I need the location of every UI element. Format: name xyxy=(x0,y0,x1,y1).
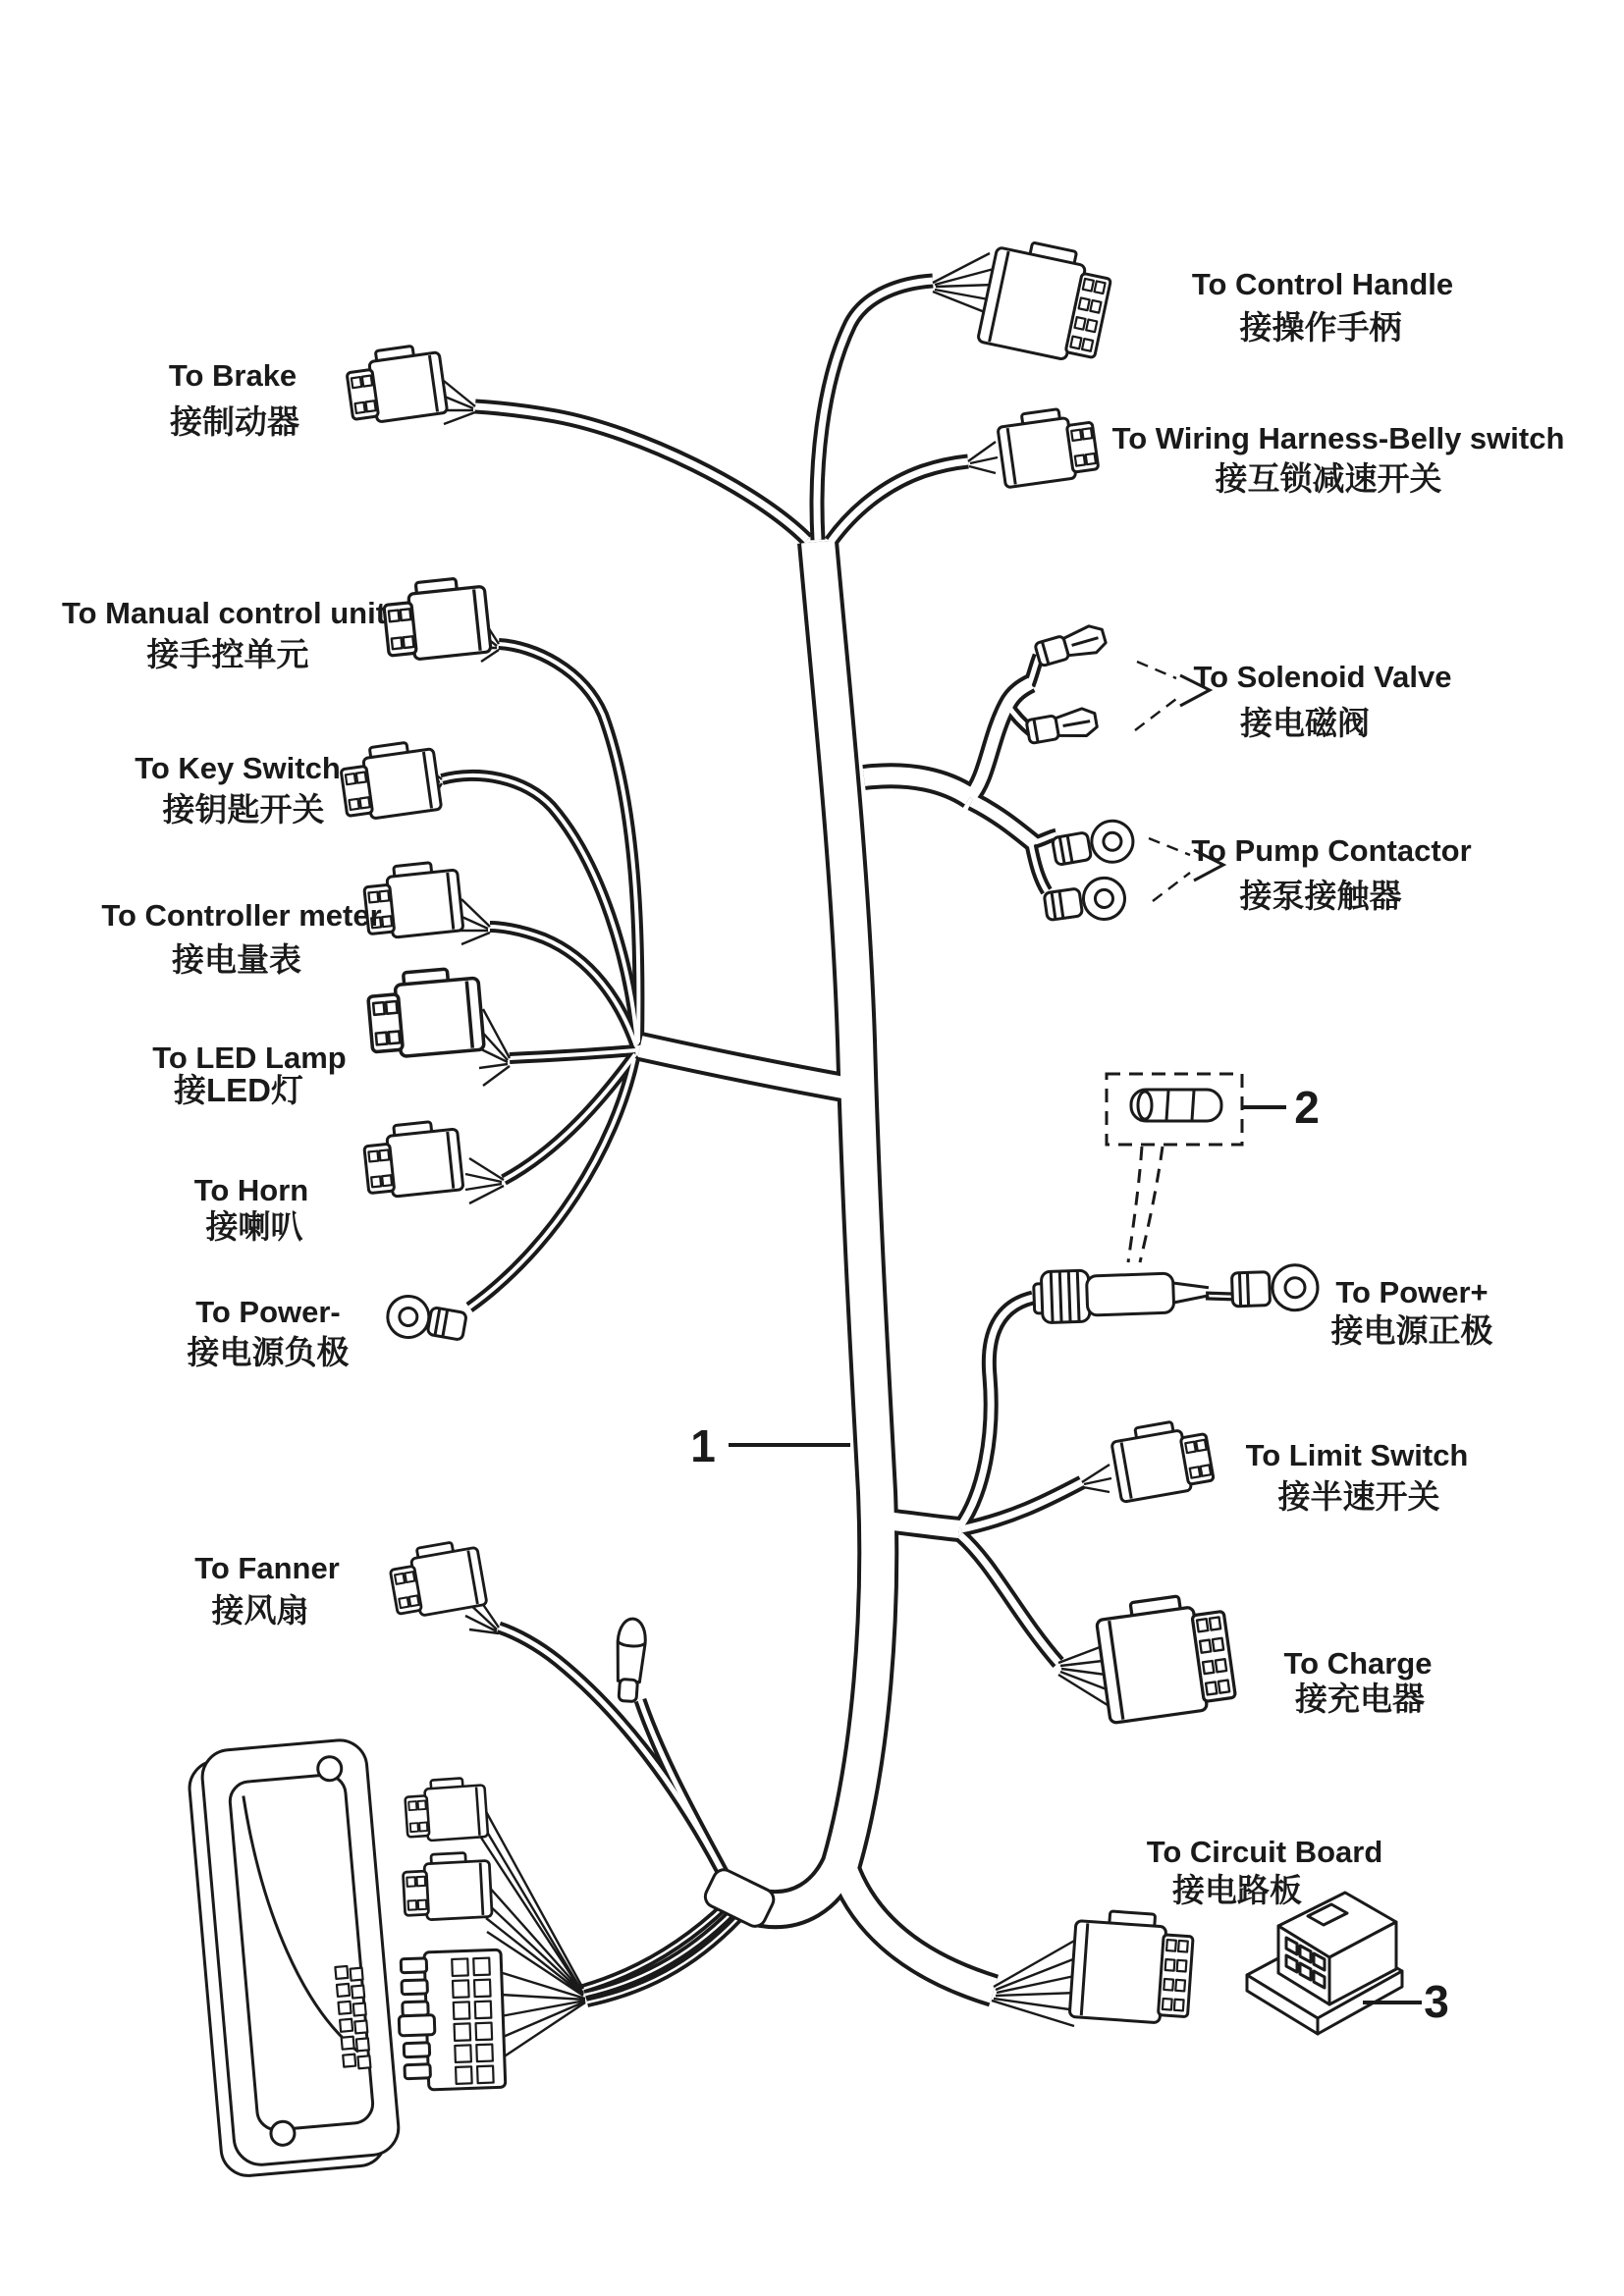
power-minus-ring-terminal xyxy=(385,1293,468,1347)
label-limit-switch-en: To Limit Switch xyxy=(1245,1438,1469,1472)
label-power-plus-zh: 接电源正极 xyxy=(1330,1312,1493,1349)
label-pump-contactor-zh: 接泵接触器 xyxy=(1239,878,1402,914)
label-control-handle-en: To Control Handle xyxy=(1191,267,1454,301)
pump-ring-terminal-1 xyxy=(1051,818,1136,872)
label-belly-switch-zh: 接互锁减速开关 xyxy=(1215,460,1442,497)
solenoid-spade-terminal-2 xyxy=(1026,707,1099,746)
label-control-handle-zh: 接操作手柄 xyxy=(1239,309,1402,346)
label-led-lamp-en: To LED Lamp xyxy=(152,1041,347,1075)
label-circuit-board-en: To Circuit Board xyxy=(1146,1835,1383,1869)
brake-connector xyxy=(345,343,448,426)
label-horn-en: To Horn xyxy=(193,1173,309,1207)
fanner-connector xyxy=(387,1538,487,1620)
label-horn-zh: 接喇叭 xyxy=(205,1208,303,1245)
callout-1: 1 xyxy=(690,1420,716,1471)
label-belly-switch-en: To Wiring Harness-Belly switch xyxy=(1111,421,1565,455)
label-charge-zh: 接充电器 xyxy=(1295,1681,1425,1717)
controller-connector-small xyxy=(404,1777,488,1842)
led-lamp-connector xyxy=(366,966,484,1059)
limit-switch-connector xyxy=(1110,1416,1215,1503)
label-manual-control-en: To Manual control unit xyxy=(61,596,387,630)
label-limit-switch-zh: 接半速开关 xyxy=(1277,1478,1440,1515)
label-power-minus-en: To Power- xyxy=(195,1295,341,1329)
spare-fuse-item xyxy=(1107,1074,1242,1262)
fuse-icon xyxy=(1131,1090,1221,1121)
label-power-plus-en: To Power+ xyxy=(1335,1275,1489,1309)
label-led-lamp-zh: 接LED灯 xyxy=(174,1072,303,1108)
callout-3: 3 xyxy=(1424,1976,1449,2027)
label-brake-en: To Brake xyxy=(168,358,298,393)
charge-connector xyxy=(1095,1590,1237,1724)
label-key-switch-zh: 接钥匙开关 xyxy=(162,791,325,828)
label-solenoid-valve-en: To Solenoid Valve xyxy=(1193,660,1452,694)
controller-plate xyxy=(187,1738,402,2178)
fuse-callout-dash-2 xyxy=(1140,1147,1163,1262)
label-controller-meter-zh: 接电量表 xyxy=(172,941,301,978)
circuit-board-connector xyxy=(1069,1909,1194,2025)
label-solenoid-valve-zh: 接电磁阀 xyxy=(1240,705,1370,741)
label-key-switch-en: To Key Switch xyxy=(135,751,341,785)
label-power-minus-zh: 接电源负极 xyxy=(187,1334,350,1370)
circuit-board-component xyxy=(1247,1893,1402,2034)
label-fanner-en: To Fanner xyxy=(194,1551,340,1585)
callout-2: 2 xyxy=(1294,1082,1320,1133)
controller-connector-medium xyxy=(403,1851,493,1921)
label-circuit-board-zh: 接电路板 xyxy=(1172,1872,1302,1908)
label-pump-contactor-en: To Pump Contactor xyxy=(1191,833,1472,868)
belly-switch-connector xyxy=(997,404,1100,488)
pump-ring-terminal-2 xyxy=(1043,876,1127,928)
fuse-holder-assembly xyxy=(1033,1262,1319,1323)
label-charge-en: To Charge xyxy=(1283,1646,1433,1681)
harness-cables xyxy=(442,281,1235,2002)
horn-connector xyxy=(362,1119,463,1200)
fuse-callout-dash-1 xyxy=(1128,1147,1142,1262)
label-fanner-zh: 接风扇 xyxy=(211,1592,309,1629)
solenoid-spade-terminal-1 xyxy=(1034,623,1108,668)
manual-control-connector xyxy=(382,575,491,662)
label-controller-meter-en: To Controller meter xyxy=(101,898,382,933)
label-manual-control-zh: 接手控单元 xyxy=(146,636,309,672)
controller-connector-large xyxy=(397,1949,506,2091)
control-handle-connector xyxy=(977,236,1114,366)
label-brake-zh: 接制动器 xyxy=(170,403,299,440)
key-switch-connector xyxy=(339,739,442,823)
bullet-terminal xyxy=(614,1618,647,1702)
